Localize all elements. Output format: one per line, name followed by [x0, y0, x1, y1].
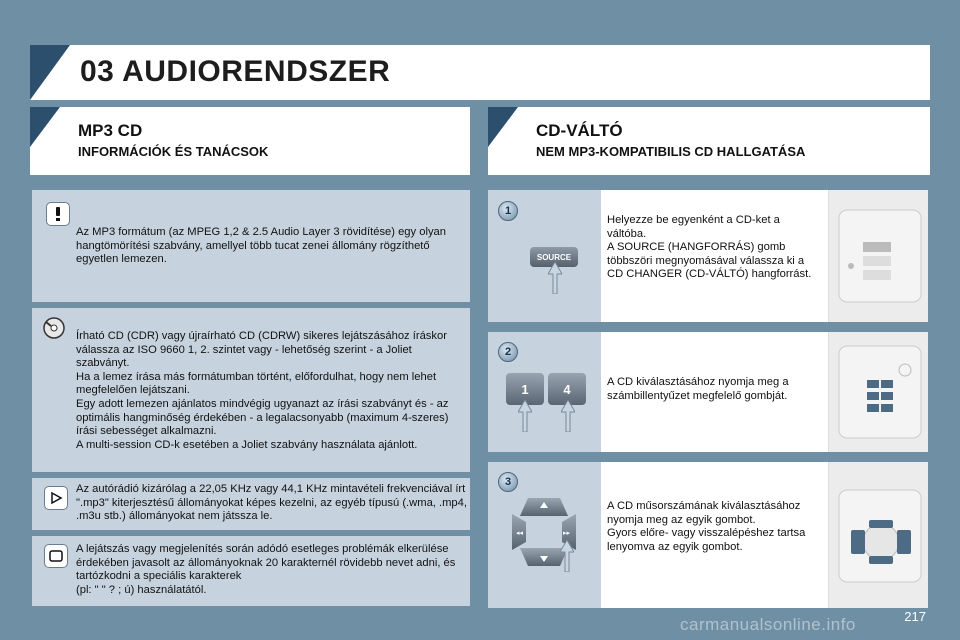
arrow-up-icon [518, 400, 532, 432]
left-section-header [30, 107, 470, 175]
step-panel-3 [488, 462, 928, 608]
left-section-subtitle: INFORMÁCIÓK ÉS TANÁCSOK [78, 144, 269, 159]
left-header-corner [30, 107, 60, 147]
display-icon [44, 544, 68, 568]
svg-text:▸▸: ▸▸ [563, 530, 571, 537]
info-panel-sampling [32, 478, 470, 530]
cd-icon [42, 316, 66, 340]
info-panel-filenames [32, 536, 470, 606]
watermark: carmanualsonline.info [680, 615, 856, 634]
play-icon [44, 486, 68, 510]
header-corner-accent [30, 45, 70, 100]
page-number: 217 [904, 609, 926, 624]
radio-illustration-3 [828, 462, 928, 608]
right-section-subtitle: NEM MP3-KOMPATIBILIS CD HALLGATÁSA [536, 144, 806, 159]
number-button-1: 1 [506, 373, 544, 405]
info-panel-mp3-format [32, 190, 470, 302]
step-panel-1 [488, 190, 928, 322]
info-panel-cd-writing [32, 308, 470, 472]
info-text-cd-writing: Írható CD (CDR) vagy újraírható CD (CDRW) sikeres lejátszásához íráskor válassza az ISO 9660 1, 2. szintet vagy - lehetőség szerint - a Joliet szabványt. Ha a lemez írása más formátumban történt, előfordulhat, hogy nem lehet megfelelően lejátszani. Egy adott lemezen ajánlatos mindvégig ugyanazt az írási szabványt és - az optimális hangminőség érdekében - a legalacsonyabb (maximum 4-szeres) írási sebességet alkalmazni. A multi-session CD-k esetében a Joliet szabvány használata ajánlott. [76, 330, 449, 451]
step-text-1: Helyezze be egyenként a CD-ket a váltóba. A SOURCE (HANGFORRÁS) gomb többszöri megnyomásával válassza ki a CD CHANGER (CD-VÁLTÓ) hangforrást. [607, 214, 812, 281]
step-2-text-area [601, 332, 828, 452]
info-text-filenames: A lejátszás vagy megjelenítés során adódó esetleges problémák elkerülése érdekében javasolt az állományoknak 20 karakternél rövidebb nevet adni, és tartózkodni a speciális karakterek (pl: " " ? ; ú) használatától. [76, 543, 456, 596]
radio-illustration-2 [828, 332, 928, 452]
step-number-1: 1 [498, 201, 518, 221]
step-number-3: 3 [498, 472, 518, 492]
source-button: SOURCE [530, 247, 578, 267]
svg-text:◂◂: ◂◂ [516, 530, 524, 537]
step-text-3: A CD műsorszámának kiválasztásához nyomja meg az egyik gombot. Gyors előre- vagy visszalépéshez tartsa lenyomva az egyik gombot. [607, 500, 806, 553]
info-text-sampling: Az autórádió kizárólag a 22,05 KHz vagy 44,1 KHz mintavételi frekvenciával írt ".mp3" kiterjesztésű állományokat képes kezelni, az egyéb típusú (.wma, .mp4, .m3u stb.) állományokat nem játssza le. [76, 483, 467, 523]
radio-illustration-1 [828, 190, 928, 322]
right-header-corner [488, 107, 518, 147]
arrow-up-icon [548, 262, 562, 294]
arrow-up-icon [560, 540, 574, 572]
number-button-4: 4 [548, 373, 586, 405]
left-section-title: MP3 CD [78, 121, 143, 140]
warning-icon [46, 202, 70, 226]
right-section-title: CD-VÁLTÓ [536, 121, 623, 140]
right-section-header [488, 107, 930, 175]
step-number-2: 2 [498, 342, 518, 362]
step-panel-2 [488, 332, 928, 452]
arrow-up-icon [561, 400, 575, 432]
info-text-mp3-format: Az MP3 formátum (az MPEG 1,2 & 2.5 Audio Layer 3 rövidítése) egy olyan hangtömörítési szabvány, amellyel több tucat zenei állomány rögzíthető egyetlen lemezen. [76, 226, 446, 266]
step-1-text-area [601, 190, 828, 322]
page-title: 03 AUDIORENDSZER [80, 55, 391, 88]
step-3-text-area [601, 462, 828, 608]
step-text-2: A CD kiválasztásához nyomja meg a számbillentyűzet megfelelő gombját. [607, 376, 789, 402]
